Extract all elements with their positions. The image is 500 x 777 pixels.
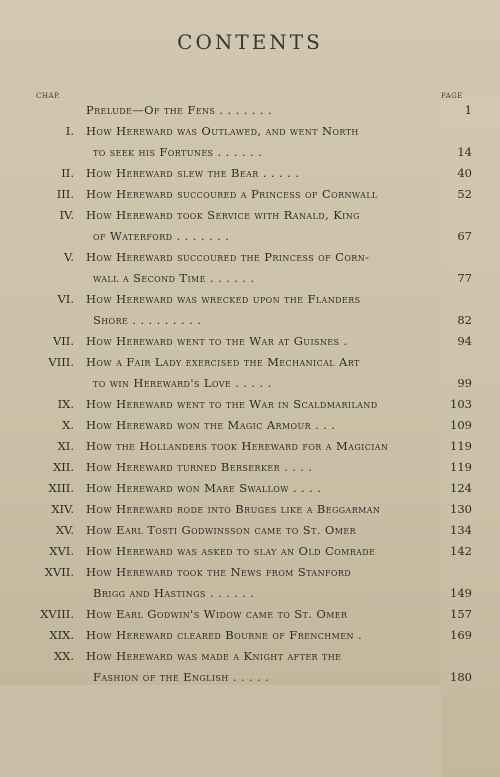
page-number: 130: [450, 502, 472, 516]
chapter-title: How Hereward went to the War in Scaldmariland: [86, 397, 378, 411]
chapter-number: VI.: [57, 292, 74, 306]
chapter-title: How Hereward took Service with Ranald, King: [86, 208, 360, 222]
page-number: 142: [450, 544, 472, 558]
contents-entry: [0, 250, 500, 272]
contents-entry: [0, 628, 500, 650]
chapter-title: Brigg and Hastings . . . . . .: [93, 586, 255, 600]
contents-entry: [0, 502, 500, 524]
chapter-title: How Hereward won Mare Swallow . . . .: [86, 481, 322, 495]
page-number: 103: [450, 397, 472, 411]
chapter-number: I.: [65, 124, 74, 138]
chapter-title: How the Hollanders took Hereward for a Magician: [86, 439, 389, 453]
chapter-title: How Hereward succoured the Princess of Corn-: [86, 250, 370, 264]
contents-entry-continuation: [0, 145, 500, 167]
page-number: 149: [450, 586, 472, 600]
page-number: 82: [457, 313, 472, 327]
contents-entry: [0, 334, 500, 356]
chapter-title: How Earl Tosti Godwinsson came to St. Omer: [86, 523, 357, 537]
contents-entry: [0, 544, 500, 566]
contents-entry-continuation: [0, 313, 500, 335]
page-number: 124: [450, 481, 472, 495]
contents-entry-continuation: [0, 670, 500, 692]
chapter-title: How Hereward won the Magic Armour . . .: [86, 418, 336, 432]
contents-entry: [0, 187, 500, 209]
contents-entry-continuation: [0, 271, 500, 293]
page-number: 119: [450, 439, 472, 453]
chapter-title: How Hereward was made a Knight after the: [86, 649, 342, 663]
contents-entry: [0, 565, 500, 587]
chapter-title: to win Hereward's Love . . . . .: [93, 376, 272, 390]
chapter-title: wall a Second Time . . . . . .: [93, 271, 255, 285]
chapter-number: XIX.: [49, 628, 74, 642]
contents-entry: [0, 481, 500, 503]
chapter-title: How Earl Godwin's Widow came to St. Omer: [86, 607, 348, 621]
chapter-number: II.: [61, 166, 74, 180]
contents-entry: [0, 649, 500, 671]
contents-entry: [0, 523, 500, 545]
page-number: 169: [450, 628, 472, 642]
page-number: 157: [450, 607, 472, 621]
chapter-number: VII.: [52, 334, 74, 348]
contents-entry: [0, 166, 500, 188]
chapter-title: How Hereward was asked to slay an Old Comrade: [86, 544, 376, 558]
contents-entry: [0, 292, 500, 314]
chapter-title: How Hereward slew the Bear . . . . .: [86, 166, 300, 180]
contents-entry: [0, 355, 500, 377]
chapter-number: VIII.: [48, 355, 74, 369]
chapter-title: How Hereward cleared Bourne of Frenchmen .: [86, 628, 362, 642]
page-number: 77: [457, 271, 472, 285]
chapter-title: Prelude—Of the Fens . . . . . . .: [86, 103, 273, 117]
chapter-title: How Hereward turned Berserker . . . .: [86, 460, 313, 474]
page-number: 40: [457, 166, 472, 180]
page-number: 1: [464, 103, 472, 117]
chapter-number: XIV.: [51, 502, 74, 516]
chapter-title: How Hereward went to the War at Guisnes .: [86, 334, 348, 348]
page-title: CONTENTS: [177, 30, 323, 54]
chapter-number: XV.: [55, 523, 74, 537]
chapter-title: How Hereward was wrecked upon the Flanders: [86, 292, 361, 306]
chapter-column-header: CHAP.: [36, 92, 61, 100]
chapter-title: to seek his Fortunes . . . . . .: [93, 145, 263, 159]
contents-entry-continuation: [0, 229, 500, 251]
chapter-title: Shore . . . . . . . . .: [93, 313, 202, 327]
page-number: 52: [457, 187, 472, 201]
contents-entry: [0, 124, 500, 146]
page-number: 94: [457, 334, 472, 348]
chapter-title: of Waterford . . . . . . .: [93, 229, 230, 243]
chapter-title: How Hereward took the News from Stanford: [86, 565, 352, 579]
chapter-title: How Hereward succoured a Princess of Cornwall: [86, 187, 378, 201]
chapter-number: XII.: [53, 460, 74, 474]
page-column-header: PAGE: [441, 92, 500, 777]
page-number: 99: [457, 376, 472, 390]
chapter-title: Fashion of the English . . . . .: [93, 670, 270, 684]
page-number: 134: [450, 523, 472, 537]
contents-entry: [0, 397, 500, 419]
chapter-number: XI.: [57, 439, 74, 453]
chapter-number: IX.: [57, 397, 74, 411]
chapter-title: How Hereward rode into Bruges like a Beggarman: [86, 502, 381, 516]
chapter-number: V.: [64, 250, 74, 264]
chapter-title: How Hereward was Outlawed, and went North: [86, 124, 359, 138]
chapter-number: XVIII.: [40, 607, 74, 621]
contents-entry: [0, 460, 500, 482]
chapter-number: XIII.: [48, 481, 74, 495]
chapter-number: XVII.: [44, 565, 74, 579]
chapter-title: How a Fair Lady exercised the Mechanical Art: [86, 355, 360, 369]
page-number: 67: [457, 229, 472, 243]
chapter-number: III.: [56, 187, 74, 201]
page-number: 14: [457, 145, 472, 159]
chapter-number: IV.: [59, 208, 74, 222]
chapter-number: XX.: [53, 649, 74, 663]
contents-entry-continuation: [0, 586, 500, 608]
chapter-number: X.: [62, 418, 74, 432]
chapter-number: XVI.: [49, 544, 74, 558]
page-number: 109: [450, 418, 472, 432]
contents-entry-continuation: [0, 376, 500, 398]
contents-entry: [0, 607, 500, 629]
contents-entry: [0, 103, 500, 125]
page-number: 180: [450, 670, 472, 684]
page-number: 119: [450, 460, 472, 474]
contents-entry: [0, 208, 500, 230]
contents-entry: [0, 439, 500, 461]
contents-entry: [0, 418, 500, 440]
